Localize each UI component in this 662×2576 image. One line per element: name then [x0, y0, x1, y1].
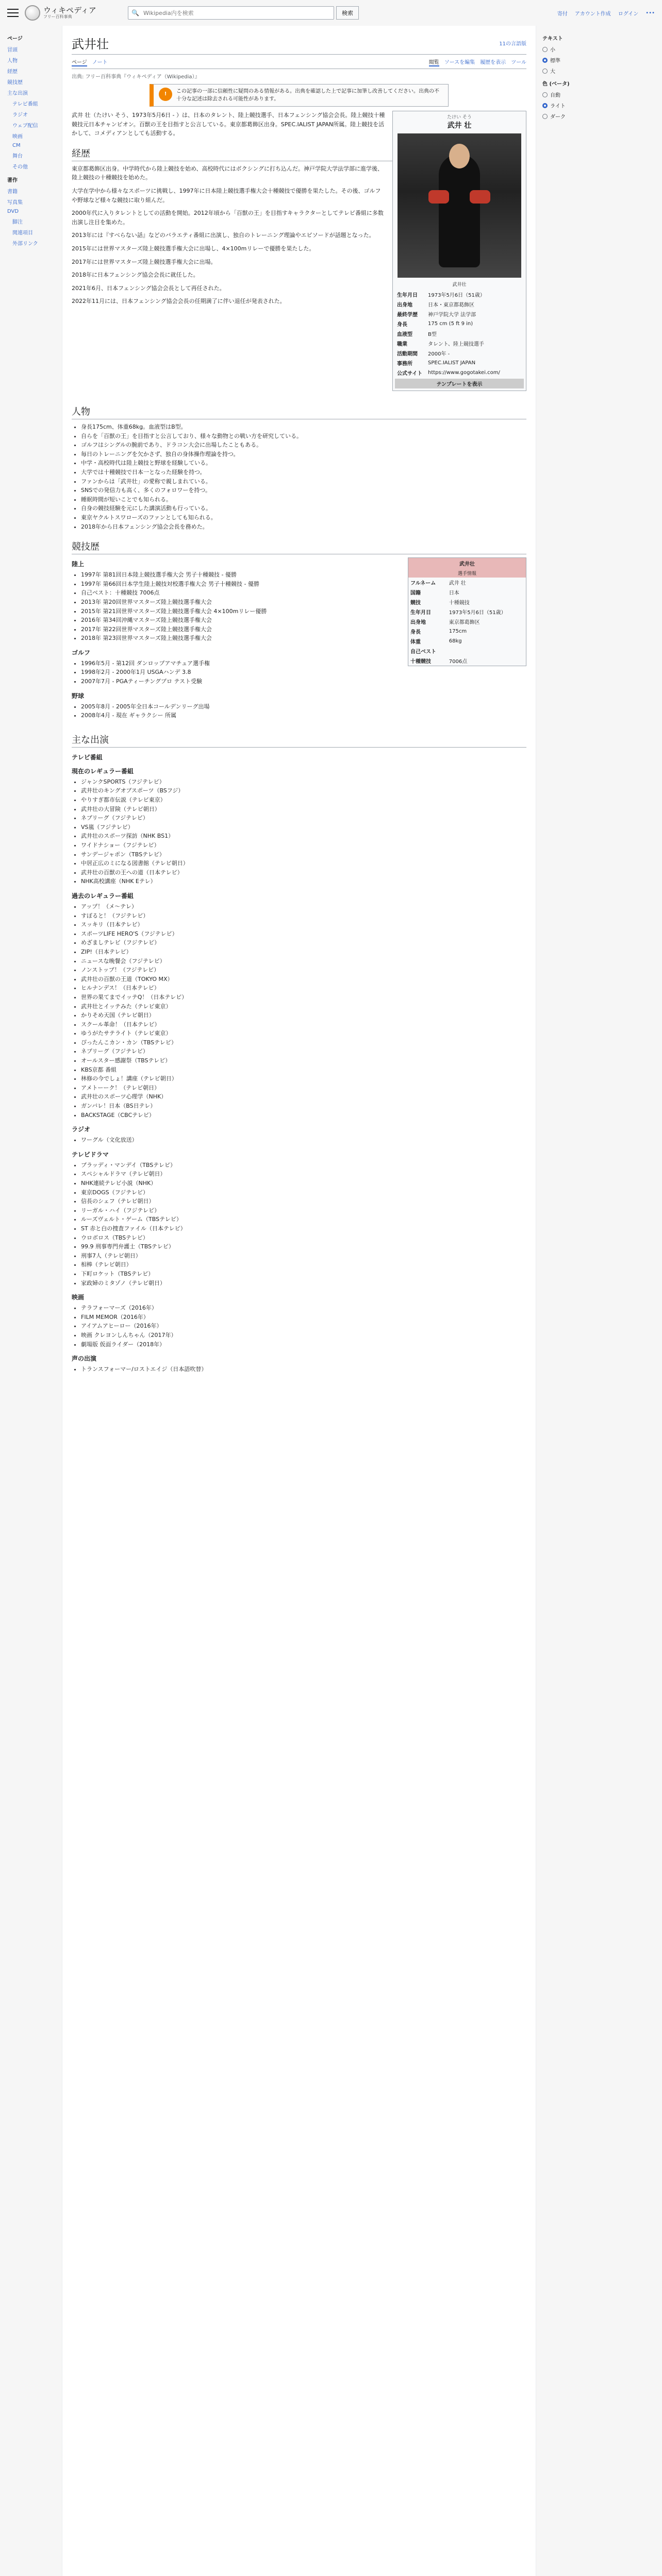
section-heading-appearances: 主な出演 — [72, 733, 526, 748]
list-item: • 相棒（テレビ朝日） — [81, 1260, 526, 1269]
list-item: • アイアムアヒーロー（2016年） — [81, 1321, 526, 1331]
list-item: • スクール革命！（日本テレビ） — [81, 1020, 526, 1029]
infobox-value: B型 — [428, 332, 437, 337]
sidebar-toc — [0, 26, 62, 2576]
list-item: • 2015年 第21回世界マスターズ陸上競技選手権大会 4×100mリレー優勝 — [81, 607, 526, 616]
list-item: • めざましテレビ（フジテレビ） — [81, 938, 526, 947]
list-item: • スッキリ（日本テレビ） — [81, 920, 526, 929]
infobox-value: 1973年5月6日（51歳） — [428, 293, 485, 298]
infobox — [392, 111, 526, 391]
text-size-option[interactable] — [542, 65, 597, 76]
list-item: • ニュースな晩餐会（フジテレビ） — [81, 957, 526, 966]
list-item: • ぴったんこカン・カン（TBSテレビ） — [81, 1038, 526, 1047]
wikipedia-logo[interactable] — [25, 5, 123, 21]
list-item: • 刑事7人（テレビ朝日） — [81, 1251, 526, 1261]
list-item: • 毎日のトレーニングを欠かさず、独自の身体操作理論を持つ。 — [81, 450, 526, 459]
list-item: • ゆうがたサテライト（テレビ東京） — [81, 1029, 526, 1038]
sidebar-item[interactable]: ウェブ配信 — [12, 123, 38, 129]
list-item: • 東京ヤクルトスワローズのファンとしても知られる。 — [81, 513, 526, 522]
list-item: • 自らを「百獣の王」を目指すと公言しており、様々な動物との戦い方を研究している。 — [81, 432, 526, 441]
infobox-row — [395, 309, 524, 319]
infobox-key: 活動期間 — [397, 351, 418, 357]
subheading-drama: テレビドラマ — [72, 1150, 109, 1158]
career-paragraph: 2018年に日本フェンシング協会会長に就任した。 — [72, 272, 199, 279]
career-paragraph: 2000年代に入りタレントとしての活動を開始。2012年頃から「百獣の王」を目指すキャラクターとしてテレビ番組に多数出演し注目を集めた。 — [72, 210, 384, 226]
list-item: • 武井壮のキングオブスポーツ（BSフジ） — [81, 786, 526, 795]
sidebar-item[interactable]: テレビ番組 — [12, 101, 38, 107]
list-item: • テラフォーマーズ（2016年） — [81, 1303, 526, 1313]
infobox-row — [395, 290, 524, 299]
infobox-key: 十種競技 — [410, 659, 431, 665]
infobox-name: 武井 壮 — [447, 122, 472, 130]
option-label: 小 — [550, 47, 555, 53]
list-item: • 自己ベスト：十種競技 7006点 — [81, 588, 526, 598]
career-paragraph: 大学在学中から様々なスポーツに挑戦し、1997年に日本陸上競技選手権大会十種競技で優勝を果たした。その後、ゴルフや野球など様々な競技に取り組んだ。 — [72, 187, 381, 204]
list-item: • ST 赤と白の捜査ファイル（日本テレビ） — [81, 1224, 526, 1233]
infobox-key: 身長 — [410, 630, 421, 636]
color-option[interactable] — [542, 100, 597, 111]
text-size-title: テキスト — [542, 36, 563, 42]
list-item: • 武井壮のスポーツ探訪（NHK BS1） — [81, 832, 526, 841]
list-item: • 武井壮の百獣の王道（TOKYO MX） — [81, 975, 526, 984]
radio-icon[interactable] — [542, 92, 548, 97]
list-item: • BACKSTAGE（CBCテレビ） — [81, 1111, 526, 1120]
list-item: • すぽると！（フジテレビ） — [81, 911, 526, 921]
section-heading-person: 人物 — [72, 404, 526, 419]
radio-icon[interactable] — [542, 47, 548, 52]
portrait-photo[interactable] — [398, 133, 521, 278]
list-item: • オールスター感謝祭（TBSテレビ） — [81, 1056, 526, 1065]
infobox-key: 生年月日 — [410, 610, 431, 616]
infobox-value: 175 cm (5 ft 9 in) — [428, 321, 473, 327]
user-link[interactable]: ログイン — [618, 11, 639, 17]
sidebar-item[interactable]: 映画 — [12, 134, 23, 140]
list-item: • 睡眠時間が短いことでも知られる。 — [81, 495, 526, 504]
list-item: • VS嵐（フジテレビ） — [81, 823, 526, 832]
infobox-key: 出身地 — [397, 302, 412, 308]
infobox-row — [395, 368, 524, 378]
boxing-list — [81, 702, 526, 720]
career-paragraph: 2015年には世界マスターズ陸上競技選手権大会に出場し、4×100mリレーで優勝を果たした。 — [72, 245, 315, 252]
sidebar-item[interactable]: CM — [12, 143, 21, 148]
sidebar-item[interactable]: 脚注 — [12, 219, 23, 225]
list-item: • ガンバレ！日本（BS日テレ） — [81, 1101, 526, 1111]
infobox-value — [447, 646, 526, 656]
infobox-row — [395, 358, 524, 368]
infobox-row — [408, 587, 526, 597]
infobox-row — [395, 319, 524, 329]
notice-text: この記事の一部に信頼性に疑問のある情報がある。出典を確認した上で記事に加筆し改善してください。出典の不十分な記述は除去される可能性があります。 — [176, 89, 439, 102]
sidebar-item[interactable]: DVD — [7, 209, 19, 214]
list-item: • 身長175cm、体重68kg。血液型はB型。 — [81, 422, 526, 432]
drama-list — [81, 1161, 526, 1287]
list-item: • 2008年4月 - 現在 ギャラクシー 所属 — [81, 711, 526, 720]
list-item: • 中学・高校時代は陸上競技と野球を経験している。 — [81, 459, 526, 468]
infobox-row — [395, 329, 524, 338]
tab-2[interactable]: 閲覧 — [429, 58, 439, 66]
list-item: • リーガル・ハイ（フジテレビ） — [81, 1206, 526, 1215]
radio-icon[interactable] — [542, 58, 548, 63]
career-paragraph: 2013年には『すべらない話』などのバラエティ番組に出演し、独自のトレーニング理論やエピソードが話題となった。 — [72, 232, 375, 239]
list-item: • スポーツLIFE HERO'S（フジテレビ） — [81, 929, 526, 939]
list-item: • 東京DOGS（フジテレビ） — [81, 1188, 526, 1197]
infobox-row — [408, 578, 526, 587]
tab-5[interactable]: ツール — [511, 60, 526, 65]
page-tabs — [72, 58, 526, 69]
infobox-key: フルネーム — [410, 581, 436, 587]
template-link[interactable]: テンプレートを表示 — [395, 379, 524, 388]
list-item: • ジャンクSPORTS（フジテレビ） — [81, 777, 526, 787]
list-item: • ゴルフはシングルの腕前であり、ドラコン大会に出場したこともある。 — [81, 440, 526, 450]
list-item: • アップ！（メ～テレ） — [81, 902, 526, 911]
subheading-voice: 声の出演 — [72, 1355, 97, 1363]
list-item: • 武井壮の大冒険（テレビ朝日） — [81, 805, 526, 814]
list-item: • ファンからは「武井壮」の愛称で親しまれている。 — [81, 477, 526, 486]
infobox-row — [408, 656, 526, 666]
list-item: • 99.9 刑事専門弁護士（TBSテレビ） — [81, 1242, 526, 1251]
list-item: • 信長のシェフ（テレビ朝日） — [81, 1197, 526, 1206]
list-item: • 1997年 第66回日本学生陸上競技対校選手権大会 男子十種競技 - 優勝 — [81, 580, 526, 589]
list-item: • ネプリーグ（フジテレビ） — [81, 1047, 526, 1056]
option-label: ライト — [550, 104, 566, 109]
list-item: • ワイドナショー（フジテレビ） — [81, 841, 526, 850]
infobox-value: SPEC.IALIST JAPAN — [428, 360, 476, 366]
tab-3[interactable]: ソースを編集 — [444, 60, 475, 65]
list-item: • ワーグル（文化放送） — [81, 1136, 526, 1145]
infobox-key: 自己ベスト — [410, 649, 436, 655]
infobox-key: 最終学歴 — [397, 312, 418, 318]
infobox-row — [408, 597, 526, 607]
infobox-row — [408, 636, 526, 646]
top-bar — [0, 0, 662, 26]
list-item: • SNSでの発信力も高く、多くのフォロワーを持つ。 — [81, 486, 526, 495]
section-heading-athletic: 競技歴 — [72, 539, 526, 554]
user-link[interactable]: ••• — [646, 10, 655, 16]
voice-list — [81, 1365, 526, 1374]
infobox-key: 職業 — [397, 342, 407, 347]
option-label: ダーク — [550, 114, 566, 120]
language-button[interactable]: 11の言語版 — [499, 41, 526, 47]
list-item: • 劇場版 仮面ライダー（2018年） — [81, 1340, 526, 1349]
globe-icon — [25, 5, 40, 21]
subheading-boxing: 野球 — [72, 692, 85, 700]
infobox-key: 事務所 — [397, 361, 412, 367]
tab-spacer — [113, 58, 424, 66]
list-item: • ルーズヴェルト・ゲーム（TBSテレビ） — [81, 1215, 526, 1224]
career-paragraph: 東京都葛飾区出身。中学時代から陸上競技を始め、高校時代にはボクシングに打ち込んだ。神戸学院大学法学部に進学後、陸上競技の十種競技を始めた。 — [72, 165, 384, 181]
appearance-panel — [536, 26, 603, 2576]
list-item: • サンデージャポン（TBSテレビ） — [81, 850, 526, 859]
text-size-option[interactable] — [542, 55, 597, 65]
page-title: 武井壮 — [72, 37, 109, 52]
list-item: • かりそめ天国（テレビ朝日） — [81, 1011, 526, 1020]
tab-1[interactable]: ノート — [92, 60, 108, 65]
infobox-value: 1973年5月6日（51歳） — [449, 610, 506, 616]
list-item: • やりすぎ都市伝説（テレビ東京） — [81, 795, 526, 805]
subheading-tv: テレビ番組 — [72, 753, 103, 761]
menu-icon[interactable] — [7, 9, 19, 17]
career-paragraph: 2021年6月、日本フェンシング協会会長として再任された。 — [72, 284, 225, 292]
infobox-value: 7006点 — [449, 659, 468, 665]
search-box — [128, 6, 334, 20]
person-list — [81, 422, 526, 531]
infobox-key: 国籍 — [410, 590, 421, 597]
career-paragraph: 2022年11月には、日本フェンシング協会会長の任期満了に伴い退任が発表された。 — [72, 298, 286, 305]
infobox-value: 十種競技 — [449, 600, 470, 606]
list-item: • ブラッディ・マンデイ（TBSテレビ） — [81, 1161, 526, 1170]
sidebar-item[interactable]: 経歴 — [7, 69, 18, 75]
infobox-value: 神戸学院大学 法学部 — [428, 312, 476, 318]
infobox-value: 68kg — [449, 638, 462, 645]
tv-current-list — [81, 777, 526, 886]
logo-title: ウィキペディア — [43, 6, 96, 15]
search-button[interactable]: 検索 — [336, 6, 359, 20]
option-label: 標準 — [550, 58, 560, 64]
list-item: • 2007年7月 - PGAティーチングプロ テスト受験 — [81, 677, 526, 686]
infobox-value: 175cm — [449, 629, 467, 635]
logo-subtitle: フリー百科事典 — [43, 14, 72, 19]
list-item: • ネプリーグ（フジテレビ） — [81, 814, 526, 823]
option-label: 大 — [550, 69, 555, 75]
list-item: • アメトーーク！（テレビ朝日） — [81, 1083, 526, 1093]
infobox-value: タレント、陸上競技選手 — [428, 342, 484, 347]
list-item: • 2013年 第20回世界マスターズ陸上競技選手権大会 — [81, 598, 526, 607]
list-item: • 2016年 第34回沖縄マスターズ陸上競技選手権大会 — [81, 616, 526, 625]
infobox-key: 身長 — [397, 322, 407, 328]
sidebar-item[interactable]: 冒頭 — [7, 47, 18, 53]
sidebar-item[interactable]: 関連項目 — [12, 230, 33, 236]
option-label: 自動 — [550, 93, 560, 98]
tab-0[interactable]: ページ — [72, 58, 87, 66]
list-item: • ウロボロス（TBSテレビ） — [81, 1233, 526, 1243]
infobox-value: 日本 — [449, 590, 459, 597]
infobox-key: 生年月日 — [397, 293, 418, 298]
list-item: • 2005年8月 - 2005年全日本コールデンリーグ出場 — [81, 702, 526, 711]
list-item: • NHK連続テレビ小説（NHK） — [81, 1179, 526, 1188]
tv-past-list — [81, 902, 526, 1120]
intro-paragraph: 武井 壮（たけい そう、1973年5月6日 - ）は、日本のタレント、陸上競技選手、日本フェンシング協会会長。陸上競技十種競技元日本チャンピオン。百獣の王を目指すと公言している。東京都葛飾区出身。SPEC.IALIST JAPAN所属。陸上競技を活かして、コメディアンとしても活動する。 — [72, 112, 385, 137]
user-link[interactable]: 寄付 — [557, 11, 568, 17]
athlete-infobox-sub: 選手情報 — [408, 569, 526, 578]
sidebar-item[interactable]: その他 — [12, 164, 28, 170]
athlete-infobox-title: 武井壮 — [408, 558, 526, 569]
infobox-row — [408, 617, 526, 626]
list-item: • 大学では十種競技で日本一となった経験を持つ。 — [81, 468, 526, 477]
color-option[interactable] — [542, 111, 597, 122]
list-item: • 1997年 第81回日本陸上競技選手権大会 男子十種競技 - 優勝 — [81, 570, 526, 580]
list-item: • スペシャルドラマ（テレビ朝日） — [81, 1170, 526, 1179]
list-item: • 1996年5月 - 第12回 ダンロップアマチュア選手権 — [81, 659, 526, 668]
sidebar-item[interactable]: ラジオ — [12, 112, 28, 118]
infobox-value: 東京都葛飾区 — [449, 620, 480, 626]
sidebar-item[interactable]: 主な出演 — [7, 91, 28, 96]
sidebar-item[interactable]: 競技歴 — [7, 80, 23, 86]
infobox-row — [395, 299, 524, 309]
infobox-value: 2000年 - — [428, 351, 450, 357]
subheading-rikujo: 陸上 — [72, 561, 85, 568]
infobox-key: 体重 — [410, 639, 421, 646]
list-item: • 下町ロケット（TBSテレビ） — [81, 1269, 526, 1279]
list-item: • 1998年2月 - 2000年1月 USGAハンデ 3.8 — [81, 668, 526, 677]
user-link[interactable]: アカウント作成 — [574, 11, 611, 17]
list-item: • 林修の今でしょ！講座（テレビ朝日） — [81, 1074, 526, 1083]
list-item: • ZIP!（日本テレビ） — [81, 947, 526, 957]
infobox-row — [408, 626, 526, 636]
subheading-tv-current: 現在のレギュラー番組 — [72, 767, 134, 775]
list-item: • 2017年 第22回世界マスターズ陸上競技選手権大会 — [81, 625, 526, 634]
radio-icon[interactable] — [542, 69, 548, 74]
list-item: • 家政婦のミタゾノ（テレビ朝日） — [81, 1279, 526, 1288]
radio-list — [81, 1136, 526, 1145]
infobox-key: 血液型 — [397, 332, 412, 337]
movie-list — [81, 1303, 526, 1349]
user-links — [557, 9, 655, 17]
infobox-table — [395, 290, 524, 378]
subheading-tv-past: 過去のレギュラー番組 — [72, 892, 134, 900]
infobox-row — [395, 338, 524, 348]
infobox-value: 武井 壮 — [449, 581, 466, 587]
warning-icon: ! — [159, 88, 172, 101]
photo-caption: 武井壮 — [452, 282, 467, 287]
sidebar-item[interactable]: 外部リンク — [12, 241, 38, 247]
list-item: • NHK高校講座（NHK Eテレ） — [81, 877, 526, 886]
subheading-radio: ラジオ — [72, 1126, 91, 1133]
search-icon: 🔍 — [131, 9, 139, 16]
subheading-golf: ゴルフ — [72, 649, 91, 656]
list-item: • KBS京都 番組 — [81, 1065, 526, 1075]
search-input[interactable] — [142, 9, 330, 17]
sidebar-item[interactable]: 書籍 — [7, 189, 18, 195]
sidebar-item[interactable]: 舞台 — [12, 154, 23, 159]
main-content — [62, 26, 536, 2576]
sidebar-item[interactable]: 人物 — [7, 58, 18, 64]
sidebar-section-title: ページ — [7, 36, 23, 42]
list-item: • 武井壮とイッテみた（テレビ東京） — [81, 1002, 526, 1011]
list-item: • 映画 クレヨンしんちゃん（2017年） — [81, 1331, 526, 1340]
sidebar-item[interactable]: 写真集 — [7, 200, 23, 206]
color-option[interactable] — [542, 89, 597, 100]
color-title: 色 (ベータ) — [542, 81, 570, 87]
page-title-row — [72, 34, 526, 55]
list-item: • ヒルナンデス！（日本テレビ） — [81, 984, 526, 993]
list-item: • 武井壮のスポーツ心理学（NHK） — [81, 1092, 526, 1101]
infobox-key: 出身地 — [410, 620, 426, 626]
list-item: • FILM MEMOR（2016年） — [81, 1313, 526, 1322]
athlete-infobox — [408, 557, 526, 666]
sidebar-section-title: 著作 — [7, 178, 18, 183]
list-item: • 世界の果てまでイッテQ！（日本テレビ） — [81, 993, 526, 1002]
list-item: • 中居正広のミになる図書館（テレビ朝日） — [81, 859, 526, 868]
tab-4[interactable]: 履歴を表示 — [480, 60, 506, 65]
radio-icon[interactable] — [542, 114, 548, 119]
radio-icon[interactable] — [542, 103, 548, 108]
list-item: • 武井壮の百獣の王への道（日本テレビ） — [81, 868, 526, 877]
list-item: • 自身の競技経験を元にした講演活動も行っている。 — [81, 504, 526, 513]
list-item: • 2018年から日本フェンシング協会会長を務めた。 — [81, 522, 526, 532]
from-line: 出典: フリー百科事典『ウィキペディア（Wikipedia）』 — [72, 74, 200, 80]
notice-box — [150, 84, 449, 107]
career-paragraph: 2017年には世界マスターズ陸上競技選手権大会に出場。 — [72, 258, 217, 265]
list-item: • ノンストップ！（フジテレビ） — [81, 965, 526, 975]
infobox-value: 日本・東京都葛飾区 — [428, 302, 474, 308]
infobox-row — [408, 607, 526, 617]
list-item: • 2018年 第23回世界マスターズ陸上競技選手権大会 — [81, 634, 526, 643]
section-heading-career: 経歴 — [72, 146, 526, 161]
infobox-reading: たけい そう — [447, 115, 472, 120]
infobox-row — [408, 646, 526, 656]
list-item: • トランスフォーマー/ロストエイジ（日本語吹替） — [81, 1365, 526, 1374]
subheading-movie: 映画 — [72, 1294, 85, 1301]
infobox-row — [395, 348, 524, 358]
infobox-value: https://www.gogotakei.com/ — [428, 370, 500, 376]
infobox-key: 公式サイト — [397, 371, 423, 377]
infobox-key: 競技 — [410, 600, 421, 606]
text-size-option[interactable] — [542, 44, 597, 55]
